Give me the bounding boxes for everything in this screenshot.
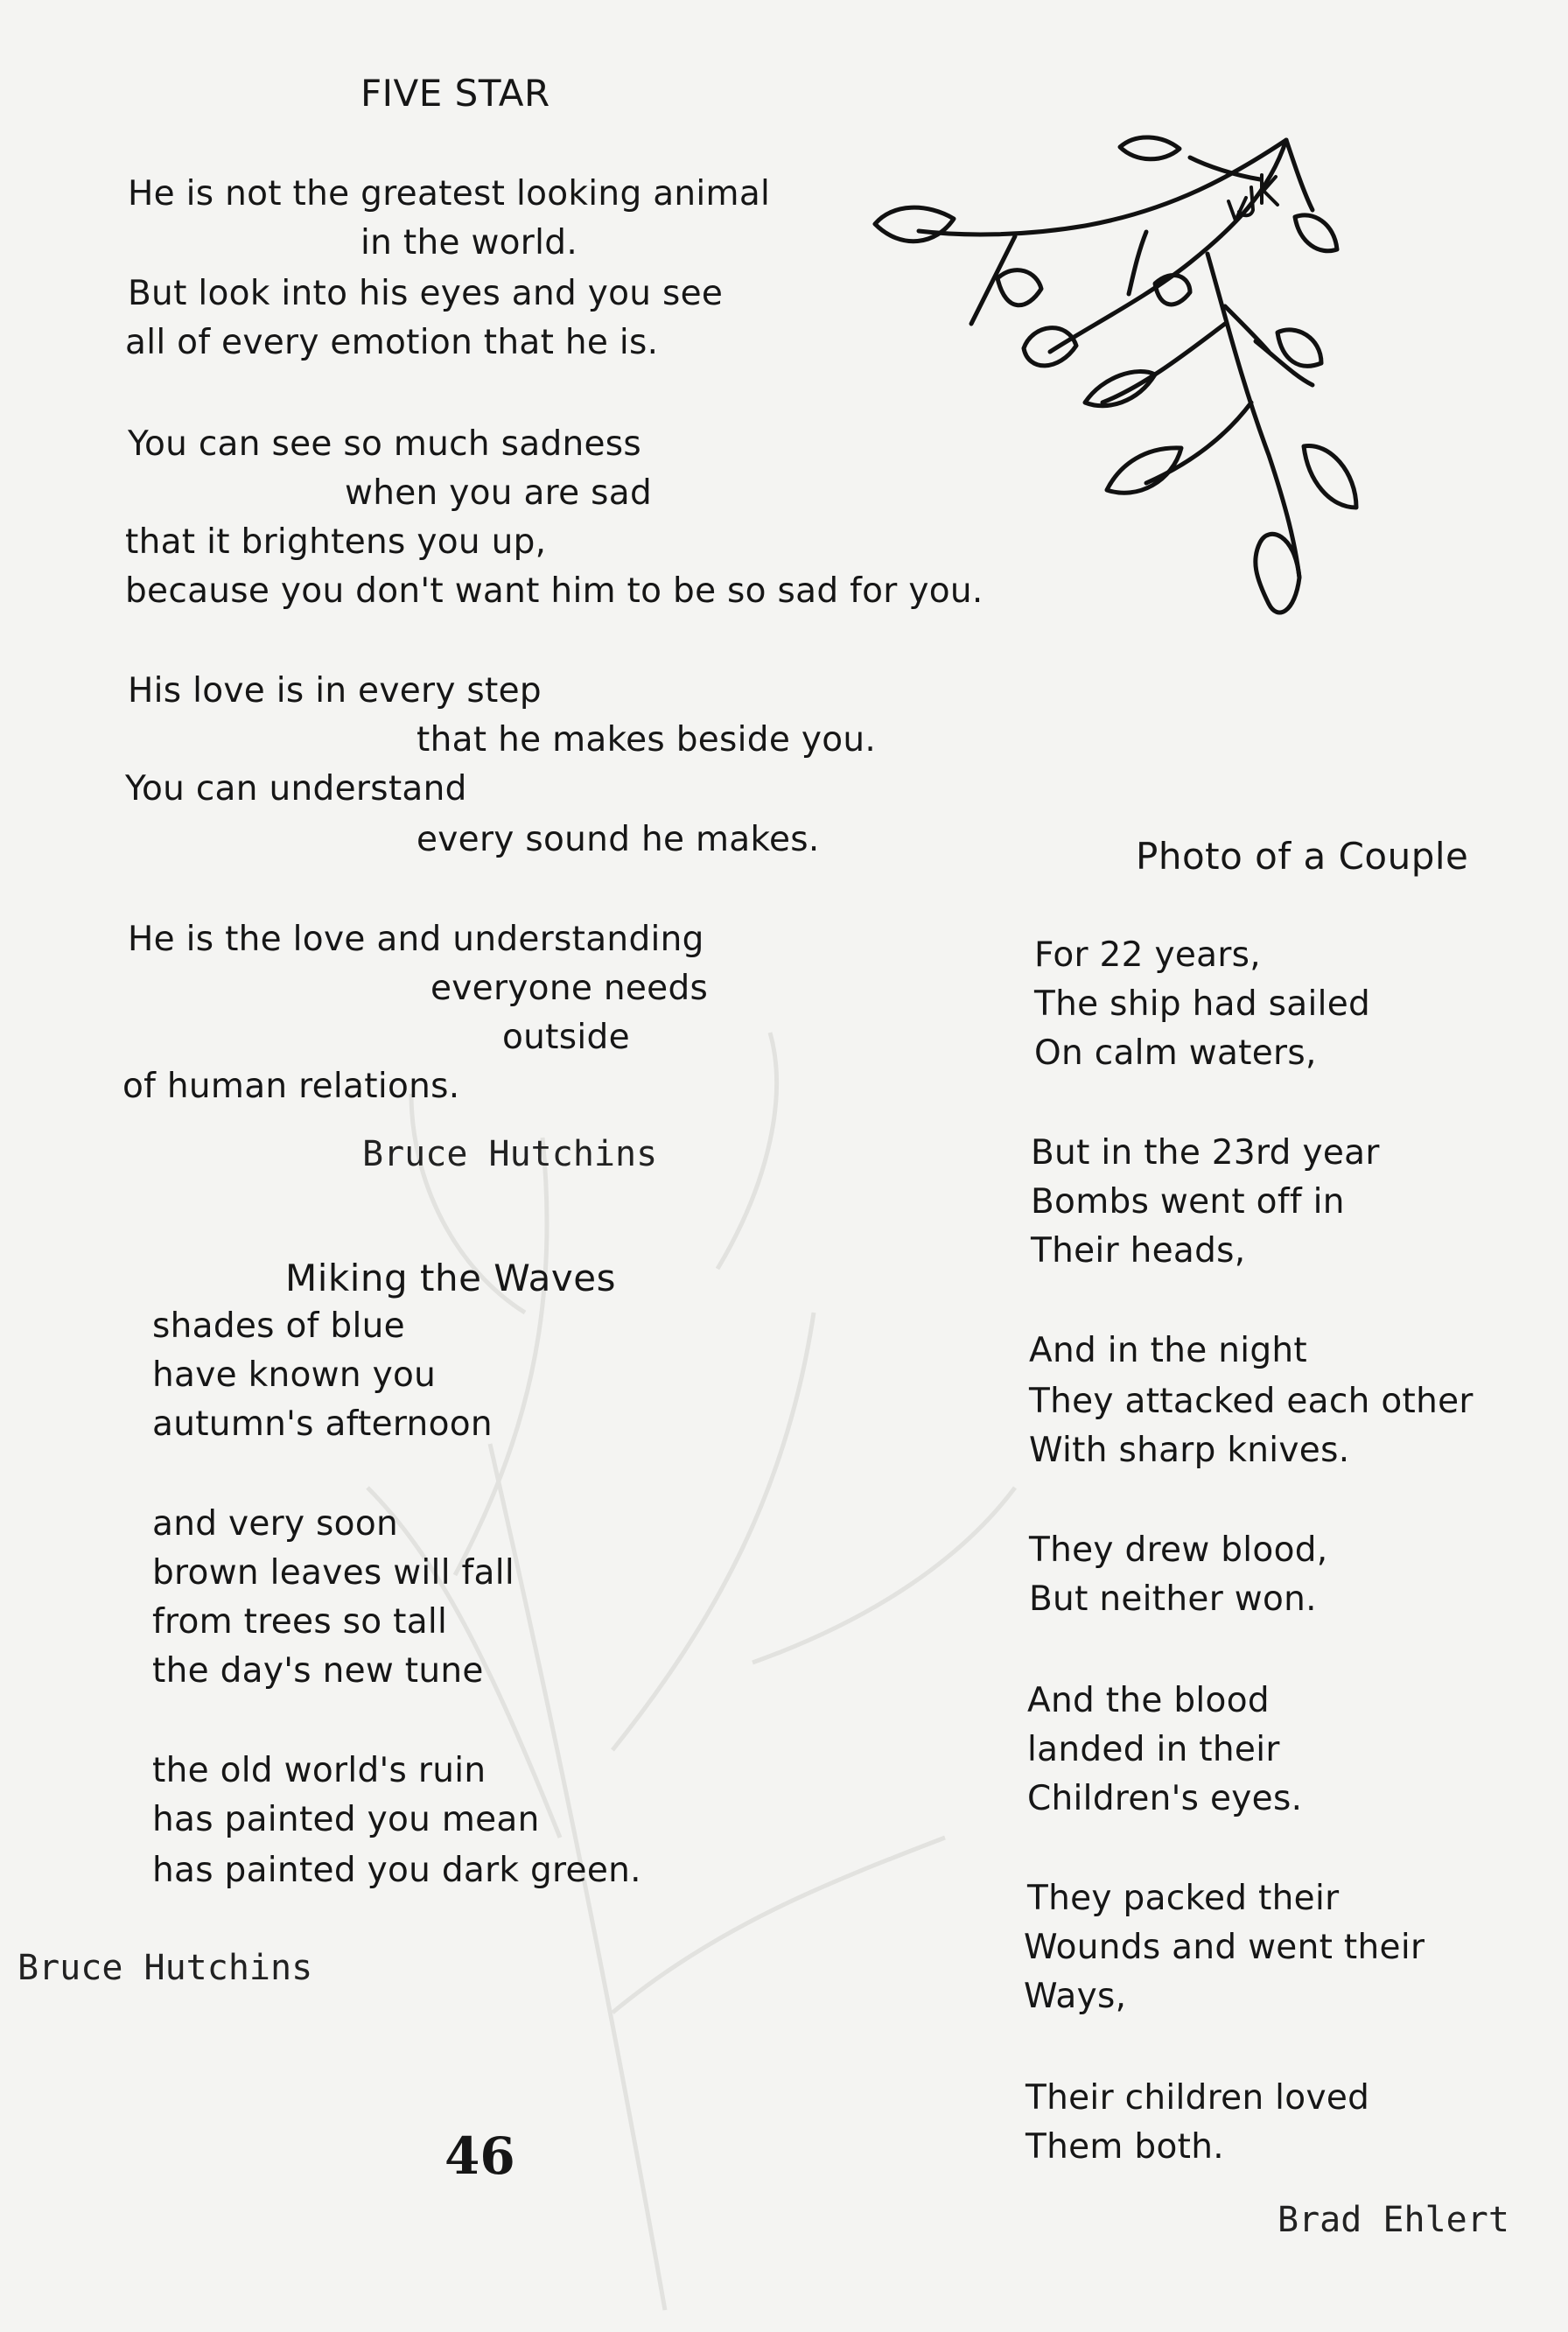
couple-line: For 22 years, <box>1034 935 1261 975</box>
miking-line: has painted you mean <box>152 1800 540 1839</box>
five-star-line: everyone needs <box>430 969 709 1008</box>
miking-line: brown leaves will fall <box>152 1553 515 1593</box>
couple-line: Wounds and went their <box>1024 1928 1425 1967</box>
couple-line: But neither won. <box>1029 1579 1317 1619</box>
couple-line: Ways, <box>1024 1977 1127 2016</box>
couple-line: And in the night <box>1029 1331 1308 1370</box>
miking-line: the day's new tune <box>152 1651 484 1691</box>
miking-line: autumn's afternoon <box>152 1404 493 1444</box>
five-star-line: when you are sad <box>345 473 653 513</box>
couple-line: They packed their <box>1027 1879 1340 1918</box>
five-star-line: every sound he makes. <box>416 820 820 859</box>
couple-line: With sharp knives. <box>1029 1431 1350 1470</box>
couple-line: Children's eyes. <box>1027 1779 1303 1818</box>
five-star-line: You can see so much sadness <box>128 424 642 464</box>
couple-line: They drew blood, <box>1029 1530 1328 1570</box>
five-star-line: He is not the greatest looking animal <box>128 174 771 214</box>
five-star-title: FIVE STAR <box>360 72 550 115</box>
page-number: 46 <box>444 2126 515 2186</box>
five-star-line: that he makes beside you. <box>416 720 877 760</box>
five-star-line: You can understand <box>125 769 467 809</box>
five-star-line: in the world. <box>360 223 578 263</box>
five-star-line: outside <box>502 1018 630 1057</box>
couple-line: They attacked each other <box>1029 1382 1474 1421</box>
five-star-line: because you don't want him to be so sad for you. <box>125 571 984 611</box>
couple-line: And the blood <box>1027 1681 1270 1720</box>
photo-of-a-couple-title: Photo of a Couple <box>1136 835 1469 878</box>
miking-line: the old world's ruin <box>152 1751 486 1790</box>
couple-line: Their children loved <box>1026 2078 1370 2118</box>
miking-the-waves-author: Bruce Hutchins <box>18 1948 313 1988</box>
miking-line: shades of blue <box>152 1306 405 1346</box>
five-star-line: He is the love and understanding <box>128 920 704 959</box>
miking-line: has painted you dark green. <box>152 1851 641 1890</box>
photo-of-a-couple-author: Brad Ehlert <box>1278 2200 1509 2240</box>
five-star-line: of human relations. <box>122 1067 460 1106</box>
couple-line: Their heads, <box>1031 1231 1246 1271</box>
miking-line: and very soon <box>152 1504 399 1544</box>
couple-line: On calm waters, <box>1034 1033 1317 1073</box>
miking-line: have known you <box>152 1355 437 1395</box>
five-star-line: His love is in every step <box>128 671 542 711</box>
miking-the-waves-title: Miking the Waves <box>285 1257 616 1299</box>
couple-line: Them both. <box>1026 2127 1224 2167</box>
five-star-line: all of every emotion that he is. <box>125 323 659 362</box>
miking-line: from trees so tall <box>152 1602 448 1642</box>
five-star-line: that it brightens you up, <box>125 522 547 562</box>
couple-line: But in the 23rd year <box>1031 1133 1380 1173</box>
five-star-author: Bruce Hutchins <box>362 1134 658 1174</box>
couple-line: Bombs went off in <box>1031 1182 1345 1222</box>
couple-line: landed in their <box>1027 1730 1280 1769</box>
leafy-branch-illustration <box>858 123 1418 683</box>
couple-line: The ship had sailed <box>1034 984 1371 1024</box>
five-star-line: But look into his eyes and you see <box>128 274 724 313</box>
